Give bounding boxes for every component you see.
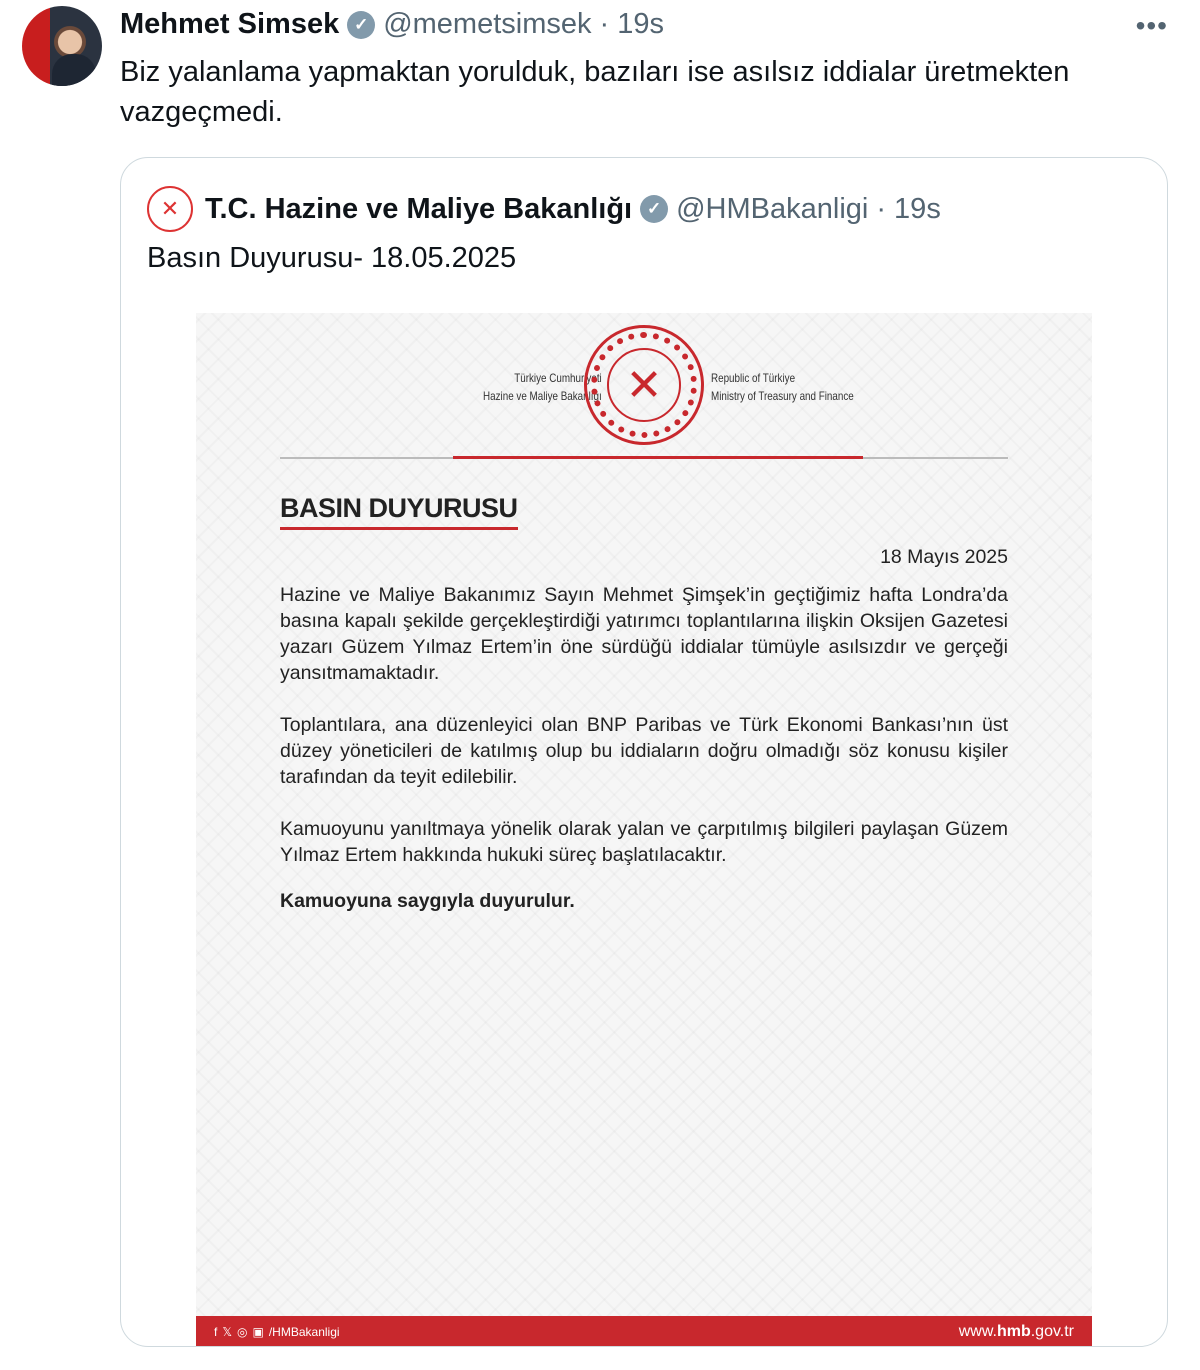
quoted-author-name[interactable]: T.C. Hazine ve Maliye Bakanlığı bbox=[205, 192, 633, 225]
social-handle: /HMBakanligi bbox=[268, 1325, 340, 1339]
letterhead-line: Ministry of Treasury and Finance bbox=[711, 389, 854, 403]
ministry-logo-icon[interactable]: ✕ bbox=[147, 186, 193, 232]
tweet-time[interactable]: · 19s bbox=[599, 8, 664, 40]
tweet-header bbox=[120, 8, 664, 41]
quoted-tweet-header bbox=[147, 186, 941, 232]
youtube-icon: ▣ bbox=[252, 1325, 264, 1339]
author-avatar[interactable] bbox=[22, 6, 102, 86]
quoted-tweet[interactable] bbox=[120, 157, 1168, 1347]
website-url bbox=[959, 1323, 1074, 1341]
letterhead-english bbox=[711, 369, 854, 405]
quoted-tweet-text: Basın Duyurusu- 18.05.2025 bbox=[147, 242, 517, 274]
ministry-seal-icon: ✕ bbox=[584, 325, 704, 445]
closing-line: Kamuoyuna saygıyla duyurulur. bbox=[280, 890, 575, 912]
x-icon: 𝕏 bbox=[222, 1325, 233, 1339]
facebook-icon: f bbox=[214, 1325, 218, 1339]
url-prefix: www. bbox=[958, 1323, 997, 1340]
paragraph: Hazine ve Maliye Bakanımız Sayın Mehmet Şimşek’in geçtiğimiz hafta Londra’da basına kapalı şekilde gerçekleştirdiği yatırımcı toplantılarına ilişkin Oksijen Gazetesi yazarı Güzem Yılmaz Ertem’in öne sürdüğü iddialar tümüyle asılsızdır ve gerçeği yansıtmamaktadır. bbox=[280, 584, 1008, 684]
author-name[interactable]: Mehmet Simsek bbox=[120, 8, 340, 40]
press-release-title: BASIN DUYURUSU bbox=[280, 495, 518, 530]
letterhead-line: Türkiye Cumhuriyeti bbox=[514, 371, 602, 385]
verified-badge-icon: ✓ bbox=[347, 11, 375, 39]
quoted-tweet-time[interactable]: · 19s bbox=[876, 192, 941, 225]
author-handle[interactable]: @memetsimsek bbox=[383, 8, 592, 40]
press-release-image[interactable] bbox=[196, 313, 1092, 1347]
verified-badge-icon: ✓ bbox=[640, 195, 668, 223]
paragraph: Kamuoyunu yanıltmaya yönelik olarak yalan ve çarpıtılmış bilgileri paylaşan Güzem Yılmaz Ertem hakkında hukuki süreç başlatılacaktır. bbox=[280, 818, 1008, 866]
letterhead-line: Hazine ve Maliye Bakanlığı bbox=[483, 389, 602, 403]
letterhead-line: Republic of Türkiye bbox=[711, 371, 796, 385]
press-release-date: 18 Mayıs 2025 bbox=[880, 546, 1008, 568]
tweet-text: Biz yalanlama yapmaktan yorulduk, bazıları ise asılsız iddialar üretmekten vazgeçmedi. bbox=[120, 56, 1070, 128]
instagram-icon: ◎ bbox=[237, 1325, 248, 1339]
social-links bbox=[214, 1325, 345, 1339]
url-domain: hmb bbox=[996, 1323, 1031, 1340]
press-release-footer bbox=[196, 1316, 1092, 1347]
quoted-author-handle[interactable]: @HMBakanligi bbox=[676, 192, 869, 225]
more-options-icon[interactable]: ••• bbox=[1135, 10, 1168, 41]
paragraph: Toplantılara, ana düzenleyici olan BNP Paribas ve Türk Ekonomi Bankası’nın üst düzey yöneticileri de katılmış olup bu iddiaların doğru olmadığı söz konusu kişiler tarafından da teyit edilebilir. bbox=[280, 714, 1008, 788]
header-divider bbox=[280, 457, 1008, 459]
press-release-body bbox=[280, 495, 1008, 940]
url-suffix: .gov.tr bbox=[1030, 1323, 1074, 1340]
